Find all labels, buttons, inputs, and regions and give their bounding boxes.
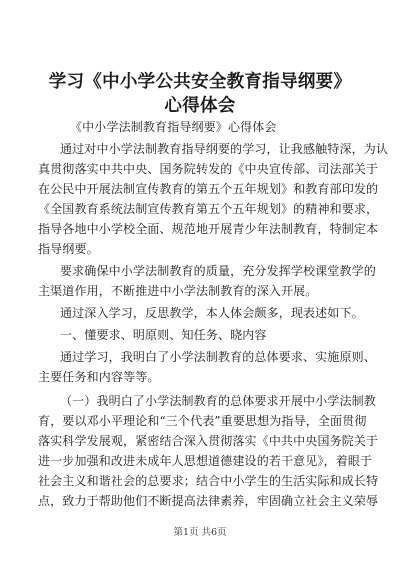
paragraph-line: 主渠道作用，不断推进中小学法制教育的深入开展。	[38, 284, 318, 298]
paragraph-line: 落实科学发展观，紧密结合深入贯彻落实《中共中央国务院关于	[38, 434, 379, 448]
paragraph-line: 主要任务和内容等等。	[38, 370, 160, 384]
paragraph-line: 《全国教育系统法制宣传教育第五个五年规划》的精神和要求，	[38, 202, 379, 216]
paragraph-line: 在公民中开展法制宣传教育的第五个五年规划》和教育部印发的	[38, 182, 379, 196]
paragraph-line: 进一步加强和改进未成年人思想道德建设的若干意见》，着眼于	[38, 454, 373, 468]
paragraph-line: 社会主义和谐社会的总要求；结合中小学生的生活实际和成长特	[38, 474, 379, 488]
paragraph-line: 育，要以邓小平理论和“三个代表”重要思想为指导，全面贯彻	[38, 414, 367, 428]
subtitle-line: 《中小学法制教育指导纲要》心得体会	[70, 120, 277, 134]
paragraph-line: 指导纲要。	[38, 242, 99, 256]
paragraph-line: 点，致力于帮助他们不断提高法律素养，牢固确立社会主义荣辱	[38, 494, 379, 508]
paragraph-line: 通过深入学习，反思教学，本人体会颇多，现表述如下。	[60, 306, 364, 320]
paragraph-line: 要求确保中小学法制教育的质量，充分发挥学校课堂教学的	[60, 264, 376, 278]
paragraph-line: 指导各地中小学校全面、规范地开展青少年法制教育，特制定本	[38, 222, 379, 236]
paragraph-line: 真贯彻落实中共中央、国务院转发的《中央宣传部、司法部关于	[38, 162, 379, 176]
section-heading: 一、懂要求、明原则、知任务、晓内容	[60, 328, 267, 342]
paragraph-line: 通过对中小学法制教育指导纲要的学习，让我感触特深，为认	[60, 142, 389, 156]
document-title: 学习《中小学公共安全教育指导纲要》心得体会	[48, 72, 352, 116]
paragraph-line: （一）我明白了小学法制教育的总体要求开展中小学法制教	[60, 394, 376, 408]
page-number: 第1页 共6页	[173, 527, 227, 538]
paragraph-line: 通过学习，我明白了小学法制教育的总体要求、实施原则、	[60, 350, 376, 364]
